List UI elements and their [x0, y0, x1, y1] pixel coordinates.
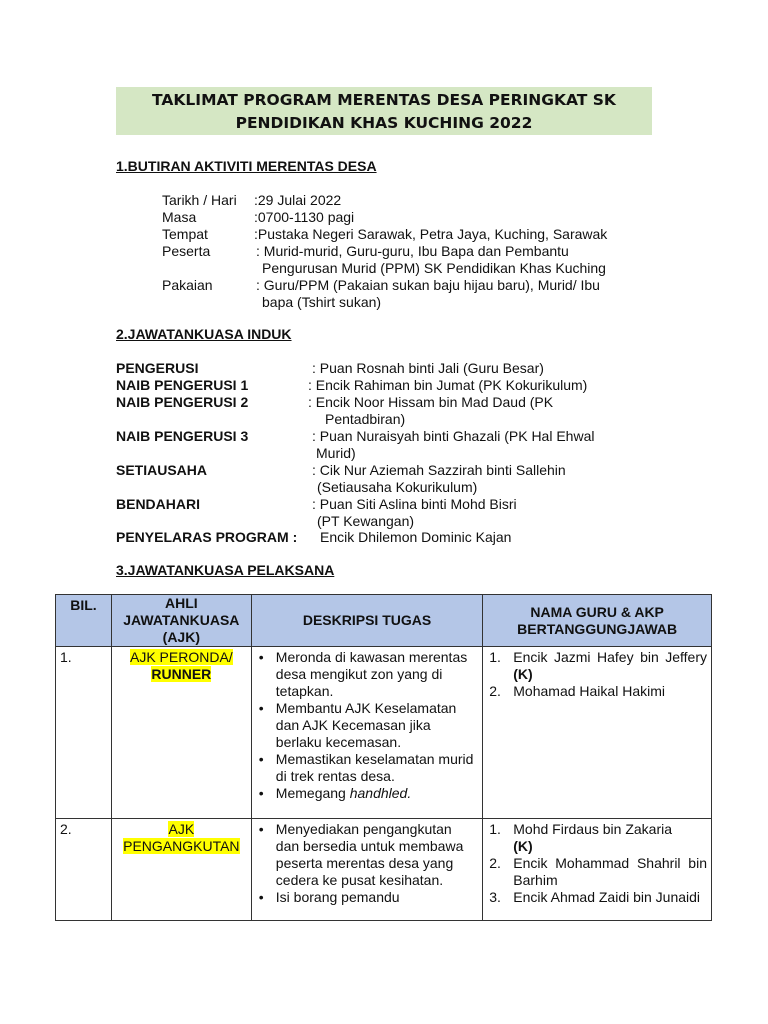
table-row	[56, 647, 712, 819]
committee-label-pengerusi: PENGERUSI	[116, 360, 199, 376]
teacher-name: Mohamad Haikal Hakimi	[513, 683, 665, 699]
committee-label-naib-3: NAIB PENGERUSI 3	[116, 428, 249, 444]
row-tasks	[251, 819, 482, 921]
detail-value-pakaian: : Guru/PPM (Pakaian sukan baju hijau baru), Murid/ Ibu	[256, 277, 600, 293]
detail-value-tarikh: :29 Julai 2022	[254, 192, 342, 208]
committee-value-naib-3-cont: Murid)	[316, 445, 356, 461]
section-3-heading: 3.JAWATANKUASA PELAKSANA	[116, 562, 335, 578]
task-item: • Memastikan keselamatan murid di trek rentas desa.	[276, 751, 478, 785]
detail-label-pakaian: Pakaian	[162, 277, 213, 293]
committee-value-setiausaha-cont: (Setiausaha Kokurikulum)	[317, 479, 478, 495]
section-1-heading: 1.BUTIRAN AKTIVITI MERENTAS DESA	[116, 158, 377, 174]
committee-label-bendahari: BENDAHARI	[116, 496, 200, 512]
ajk-name-line-2: RUNNER	[151, 666, 212, 682]
row-bil: 2.	[56, 819, 112, 921]
table-row	[56, 819, 712, 921]
title-line-2: PENDIDIKAN KHAS KUCHING 2022	[235, 114, 533, 132]
name-item	[489, 649, 707, 683]
chief-tag: (K)	[513, 666, 533, 682]
committee-value-pengerusi: : Puan Rosnah binti Jali (Guru Besar)	[312, 360, 544, 376]
header-nama: NAMA GURU & AKP BERTANGGUNGJAWAB	[483, 595, 712, 647]
task-item: • Membantu AJK Keselamatan dan AJK Kecemasan jika berlaku kecemasan.	[276, 700, 478, 751]
task-item	[276, 785, 478, 802]
name-item	[489, 855, 707, 889]
committee-value-naib-1: : Encik Rahiman bin Jumat (PK Kokurikulum)	[308, 377, 588, 393]
row-bil: 1.	[56, 647, 112, 819]
teacher-name: Encik Mohammad Shahril bin Barhim	[513, 855, 707, 888]
ajk-name-line-1: AJK	[168, 821, 195, 837]
committee-label-penyelaras: PENYELARAS PROGRAM :	[116, 529, 298, 545]
committee-label-naib-2: NAIB PENGERUSI 2	[116, 394, 249, 410]
name-number: 1.	[489, 649, 501, 665]
task-item: • Menyediakan pengangkutan dan bersedia untuk membawa peserta merentas desa yang cedera ke pusat kesihatan.	[276, 821, 478, 889]
detail-label-peserta: Peserta	[162, 243, 211, 259]
name-number: 3.	[489, 889, 501, 905]
detail-value-peserta-cont: Pengurusan Murid (PPM) SK Pendidikan Khas Kuching	[262, 260, 606, 276]
name-item	[489, 889, 707, 906]
detail-label-tempat: Tempat	[162, 226, 208, 242]
detail-label-tarikh: Tarikh / Hari	[162, 192, 237, 208]
committee-value-bendahari-cont: (PT Kewangan)	[317, 513, 415, 529]
detail-label-masa: Masa	[162, 209, 197, 225]
chief-tag: (K)	[513, 838, 533, 854]
task-italic-text: handhled.	[349, 785, 412, 801]
row-ajk	[111, 819, 251, 921]
detail-value-masa: :0700-1130 pagi	[254, 209, 355, 225]
title-line-1: TAKLIMAT PROGRAM MERENTAS DESA PERINGKAT SK	[152, 91, 616, 109]
name-item	[489, 821, 707, 855]
row-names	[483, 647, 712, 819]
task-text: Memegang	[275, 785, 350, 801]
name-number: 2.	[489, 855, 501, 871]
detail-value-peserta: : Murid-murid, Guru-guru, Ibu Bapa dan Pembantu	[256, 243, 569, 259]
committee-value-setiausaha: : Cik Nur Aziemah Sazzirah binti Sallehin	[312, 462, 566, 478]
committee-label-setiausaha: SETIAUSAHA	[116, 462, 208, 478]
ajk-name-line-1: AJK PERONDA/	[129, 649, 233, 665]
ajk-name-line-2: PENGANGKUTAN	[123, 838, 240, 854]
committee-value-naib-2-cont: Pentadbiran)	[325, 411, 406, 427]
committee-value-bendahari: : Puan Siti Aslina binti Mohd Bisri	[312, 496, 517, 512]
task-item: • Isi borang pemandu	[276, 889, 478, 906]
committee-value-penyelaras: Encik Dhilemon Dominic Kajan	[320, 529, 512, 545]
name-number: 1.	[489, 821, 501, 837]
detail-value-tempat: :Pustaka Negeri Sarawak, Petra Jaya, Kuching, Sarawak	[254, 226, 608, 242]
document-title	[116, 87, 652, 135]
section-2-heading: 2.JAWATANKUASA INDUK	[116, 326, 292, 342]
name-number: 2.	[489, 683, 501, 699]
committee-label-naib-1: NAIB PENGERUSI 1	[116, 377, 249, 393]
row-ajk	[111, 647, 251, 819]
table-header-row	[56, 595, 712, 647]
header-tugas: DESKRIPSI TUGAS	[251, 595, 482, 647]
teacher-name: Mohd Firdaus bin Zakaria	[513, 821, 673, 837]
implementation-committee-table	[55, 594, 712, 921]
detail-value-pakaian-cont: bapa (Tshirt sukan)	[262, 294, 382, 310]
header-bil: BIL.	[56, 595, 112, 647]
header-ajk: AHLI JAWATANKUASA (AJK)	[111, 595, 251, 647]
teacher-name: Encik Jazmi Hafey bin Jeffery	[513, 649, 707, 665]
row-names	[483, 819, 712, 921]
committee-value-naib-3: : Puan Nuraisyah binti Ghazali (PK Hal Ehwal	[312, 428, 595, 444]
teacher-name: Encik Ahmad Zaidi bin Junaidi	[513, 889, 701, 905]
task-item: • Meronda di kawasan merentas desa mengikut zon yang di tetapkan.	[276, 649, 478, 700]
row-tasks	[251, 647, 482, 819]
name-item	[489, 683, 707, 700]
committee-value-naib-2: : Encik Noor Hissam bin Mad Daud (PK	[308, 394, 554, 410]
